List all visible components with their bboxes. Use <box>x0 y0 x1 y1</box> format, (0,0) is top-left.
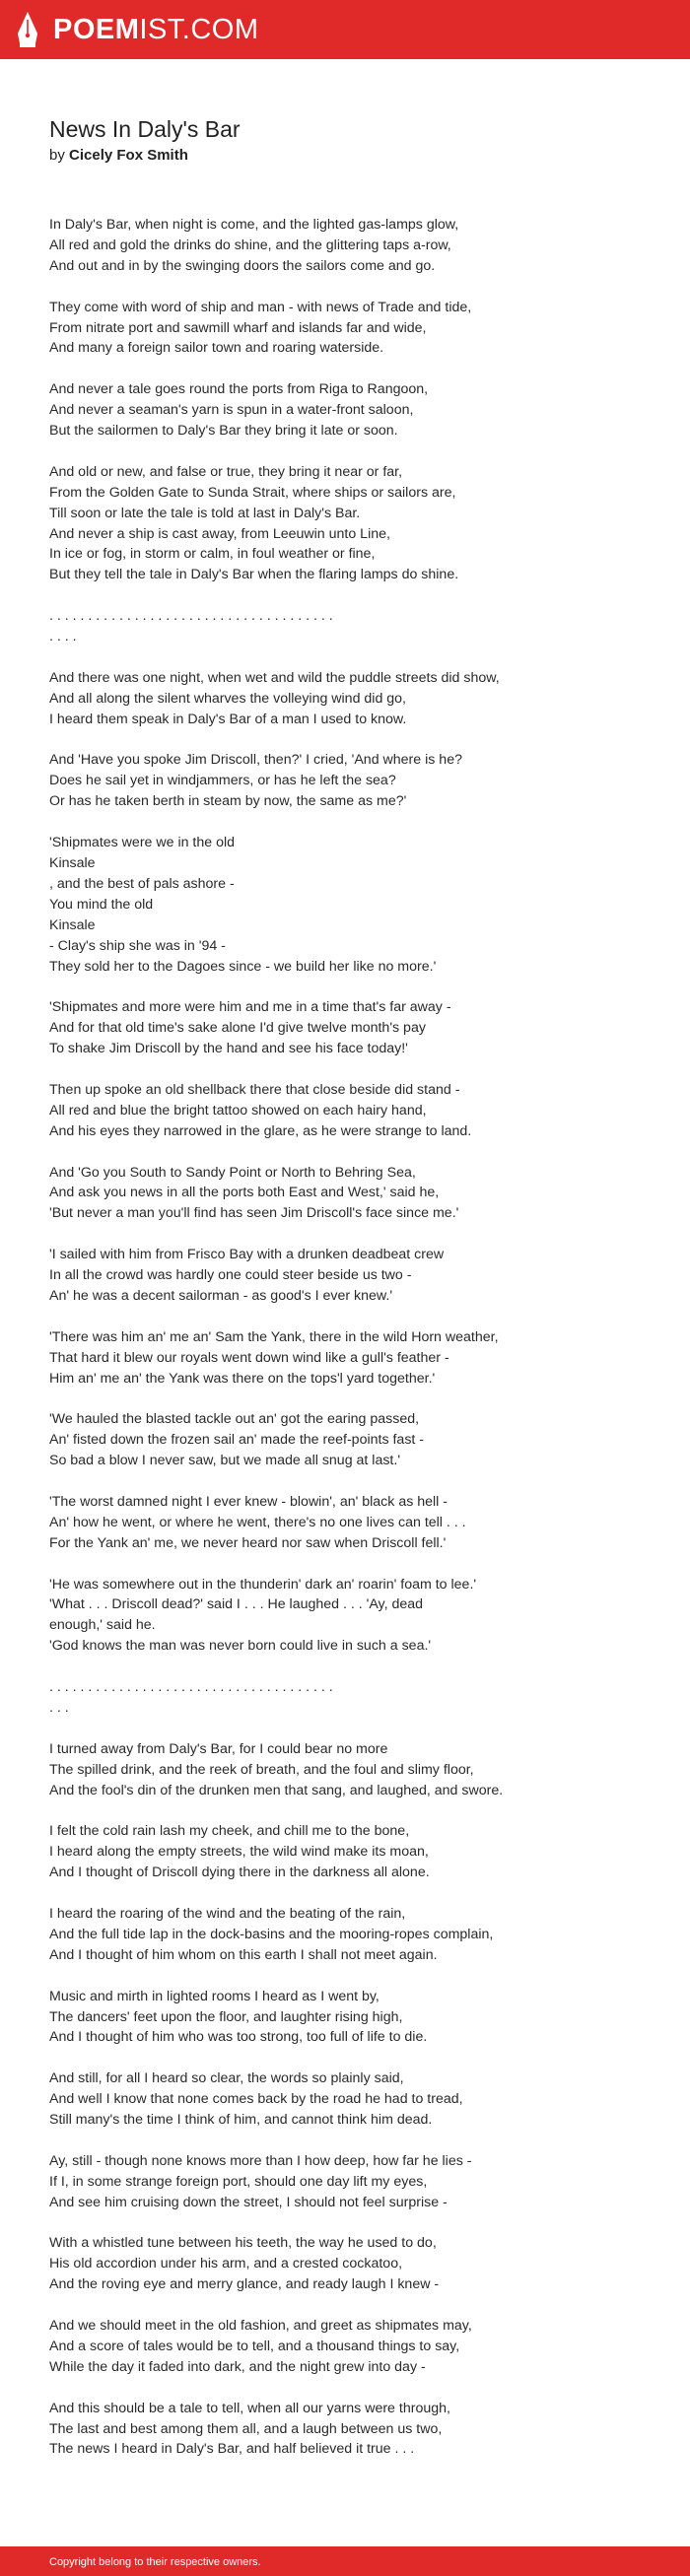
poem-line: And never a tale goes round the ports from Riga to Rangoon, <box>49 381 429 398</box>
poem-line: And a score of tales would be to tell, and a thousand things to say, <box>49 2338 460 2354</box>
poem-line: In Daly's Bar, when night is come, and the lighted gas-lamps glow, <box>49 217 459 233</box>
stanza <box>49 1327 660 1390</box>
stanza <box>49 1987 660 2049</box>
poem-line: But the sailormen to Daly's Bar they bring it late or soon. <box>49 423 398 440</box>
poem-line: And there was one night, when wet and wild the puddle streets did show, <box>49 669 500 686</box>
poem-line: And out and in by the swinging doors the sailors come and go. <box>49 257 436 274</box>
stanza <box>49 1575 660 1658</box>
stanza <box>49 2068 660 2131</box>
poem-line: To shake Jim Driscoll by the hand and see his face today!' <box>49 1041 408 1057</box>
poem-line: From nitrate port and sawmill wharf and islands far and wide, <box>49 319 427 336</box>
poem-line: 'What . . . Driscoll dead?' said I . . . He laughed . . . 'Ay, dead <box>49 1596 424 1613</box>
poem-line: And I thought of him who was too strong, too full of life to die. <box>49 2029 428 2046</box>
poem-line: And see him cruising down the street, I should not feel surprise - <box>49 2194 448 2210</box>
poem-line: And still, for all I heard so clear, the words so plainly said, <box>49 2070 404 2087</box>
poem-line: enough,' said he. <box>49 1617 156 1634</box>
poem-line: An' fisted down the frozen sail an' made the reef-points fast - <box>49 1432 425 1449</box>
poemist-logo[interactable] <box>14 10 259 49</box>
poem-line: I heard along the empty streets, the wild wind make its moan, <box>49 1844 429 1861</box>
author-link[interactable]: Cicely Fox Smith <box>69 147 188 164</box>
poem-line: And well I know that none comes back by the road he had to tread, <box>49 2091 463 2108</box>
stanza <box>49 1163 660 1225</box>
poem-body <box>49 215 660 2480</box>
poem-line: . . . . . . . . . . . . . . . . . . . . . . . . . . . . . . . . . . . . . <box>49 608 333 625</box>
poem-line: His old accordion under his arm, and a crested cockatoo, <box>49 2256 403 2272</box>
poem-line: In ice or fog, in storm or calm, in foul weather or fine, <box>49 546 376 563</box>
poem-line: All red and gold the drinks do shine, and the glittering taps a-row, <box>49 237 451 253</box>
poem-line: And this should be a tale to tell, when all our yarns were through, <box>49 2400 450 2416</box>
poem-line: With a whistled tune between his teeth, the way he used to do, <box>49 2235 437 2252</box>
poem-line: Till soon or late the tale is told at last in Daly's Bar. <box>49 505 361 521</box>
poem-line: 'Shipmates and more were him and me in a time that's far away - <box>49 999 451 1016</box>
stanza <box>49 668 660 730</box>
stanza <box>49 462 660 585</box>
stanza <box>49 1739 660 1801</box>
poem-line: An' he was a decent sailorman - as good's I ever knew.' <box>49 1287 393 1304</box>
stanza <box>49 1677 660 1719</box>
site-footer <box>0 2546 690 2576</box>
stanza <box>49 833 660 977</box>
stanza <box>49 2151 660 2213</box>
poem-line: And 'Go you South to Sandy Point or North to Behring Sea, <box>49 1164 416 1181</box>
poem-line: Kinsale <box>49 854 96 871</box>
poem-line: They come with word of ship and man - with news of Trade and tide, <box>49 299 472 315</box>
poem-line: And old or new, and false or true, they bring it near or far, <box>49 463 403 480</box>
stanza <box>49 2316 660 2378</box>
logo-wordmark-light: IST.COM <box>139 14 259 45</box>
poem-line: The news I heard in Daly's Bar, and half believed it true . . . <box>49 2441 415 2458</box>
poem-line: 'There was him an' me an' Sam the Yank, there in the wild Horn weather, <box>49 1328 499 1345</box>
poem-line: The spilled drink, and the reek of breath, and the foul and slimy floor, <box>49 1761 474 1778</box>
poem-line: And many a foreign sailor town and roaring waterside. <box>49 340 384 357</box>
poem-line: And ask you news in all the ports both East and West,' said he, <box>49 1185 440 1201</box>
poem-line: 'Shipmates were we in the old <box>49 835 236 851</box>
stanza <box>49 997 660 1059</box>
poem-line: 'We hauled the blasted tackle out an' got the earing passed, <box>49 1411 420 1428</box>
poem-line: And never a seaman's yarn is spun in a water-front saloon, <box>49 402 414 419</box>
poem-line: And his eyes they narrowed in the glare, as he were strange to land. <box>49 1122 472 1139</box>
poem-line: , and the best of pals ashore - <box>49 875 235 892</box>
poem-line: And the fool's din of the drunken men that sang, and laughed, and swore. <box>49 1782 504 1798</box>
byline-prefix: by <box>49 147 65 164</box>
poem-line: And we should meet in the old fashion, and greet as shipmates may, <box>49 2318 472 2335</box>
stanza <box>49 1409 660 1471</box>
poem-line: 'I sailed with him from Frisco Bay with a drunken deadbeat crew <box>49 1247 445 1263</box>
poem-line: But they tell the tale in Daly's Bar when the flaring lamps do shine. <box>49 567 459 583</box>
poem-line: . . . . . . . . . . . . . . . . . . . . . . . . . . . . . . . . . . . . . <box>49 1679 333 1696</box>
poem-line: Music and mirth in lighted rooms I heard as I went by, <box>49 1988 380 2004</box>
poem-line: 'But never a man you'll find has seen Jim Driscoll's face since me.' <box>49 1205 459 1222</box>
poem-line: While the day it faded into dark, and the night grew into day - <box>49 2358 426 2375</box>
poem-line: I heard them speak in Daly's Bar of a man I used to know. <box>49 711 407 727</box>
poem-line: And all along the silent wharves the volleying wind did go, <box>49 690 407 707</box>
poem-line: Still many's the time I think of him, and cannot think him dead. <box>49 2112 433 2129</box>
stanza <box>49 2233 660 2295</box>
poem-line: 'He was somewhere out in the thunderin' dark an' roarin' foam to lee.' <box>49 1576 477 1593</box>
stanza <box>49 215 660 277</box>
logo-wordmark <box>53 10 259 49</box>
poem-line: From the Golden Gate to Sunda Strait, where ships or sailors are, <box>49 484 456 501</box>
poem-line: An' how he went, or where he went, there's no one lives can tell . . . <box>49 1514 466 1530</box>
poem-line: And for that old time's sake alone I'd give twelve month's pay <box>49 1020 426 1037</box>
poem-line: I heard the roaring of the wind and the beating of the rain, <box>49 1906 406 1923</box>
poem-line: Ay, still - though none knows more than I how deep, how far he lies - <box>49 2152 472 2169</box>
logo-wordmark-bold: POEM <box>53 14 140 45</box>
poem-line: . . . <box>49 1700 69 1716</box>
stanza <box>49 1904 660 1966</box>
poem-line: Kinsale <box>49 916 96 933</box>
poem-line: And I thought of him whom on this earth I shall not meet again. <box>49 1946 438 1963</box>
poem-line: And never a ship is cast away, from Leeuwin unto Line, <box>49 525 390 542</box>
poem-title: News In Daly's Bar <box>49 116 241 142</box>
poem-line: Or has he taken berth in steam by now, the same as me?' <box>49 793 407 810</box>
poem-line: If I, in some strange foreign port, should one day lift my eyes, <box>49 2173 428 2190</box>
poem-line: All red and blue the bright tattoo showed on each hairy hand, <box>49 1102 427 1119</box>
poem-line: - Clay's ship she was in '94 - <box>49 937 226 954</box>
stanza <box>49 1080 660 1142</box>
poem-line: And the full tide lap in the dock-basins and the mooring-ropes complain, <box>49 1926 494 1942</box>
copyright-notice: Copyright belong to their respective owners. <box>49 2556 261 2568</box>
poem-line: So bad a blow I never saw, but we made all snug at last.' <box>49 1453 401 1469</box>
stanza <box>49 606 660 647</box>
poem-line: 'The worst damned night I ever knew - blowin', an' black as hell - <box>49 1493 448 1510</box>
stanza <box>49 1492 660 1554</box>
poem-line: For the Yank an' me, we never heard nor saw when Driscoll fell.' <box>49 1534 447 1551</box>
poem-line: Does he sail yet in windjammers, or has he left the sea? <box>49 773 396 789</box>
stanza <box>49 1245 660 1307</box>
poem-line: Then up spoke an old shellback there that close beside did stand - <box>49 1081 460 1098</box>
poem-line: I turned away from Daly's Bar, for I could bear no more <box>49 1740 388 1757</box>
stanza <box>49 379 660 441</box>
poem-line: The dancers' feet upon the floor, and laughter rising high, <box>49 2008 403 2025</box>
site-header <box>0 0 690 59</box>
poem-line: 'God knows the man was never born could live in such a sea.' <box>49 1638 432 1655</box>
poem-line: They sold her to the Dagoes since - we build her like no more.' <box>49 958 437 975</box>
stanza <box>49 298 660 360</box>
poem-line: The last and best among them all, and a laugh between us two, <box>49 2420 443 2437</box>
pen-nib-icon <box>14 10 41 49</box>
poem-line: I felt the cold rain lash my cheek, and chill me to the bone, <box>49 1823 410 1840</box>
poem-byline <box>49 146 188 166</box>
poem-line: Him an' me an' the Yank was there on the tops'l yard together.' <box>49 1370 436 1387</box>
stanza <box>49 750 660 812</box>
stanza <box>49 2399 660 2461</box>
poem-line: And the roving eye and merry glance, and ready laugh I knew - <box>49 2276 440 2293</box>
poem-line: And 'Have you spoke Jim Driscoll, then?' I cried, 'And where is he? <box>49 752 462 769</box>
poem-line: In all the crowd was hardly one could steer beside us two - <box>49 1267 412 1284</box>
poem-line: That hard it blew our royals went down wind like a gull's feather - <box>49 1349 449 1366</box>
poem-line: . . . . <box>49 629 77 645</box>
poem-line: You mind the old <box>49 896 154 913</box>
poem-line: And I thought of Driscoll dying there in the darkness all alone. <box>49 1864 430 1881</box>
stanza <box>49 1821 660 1883</box>
